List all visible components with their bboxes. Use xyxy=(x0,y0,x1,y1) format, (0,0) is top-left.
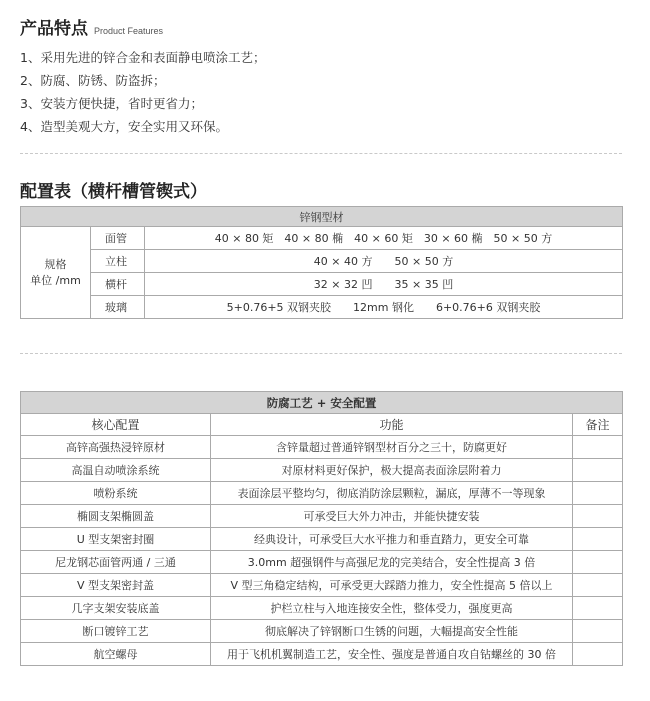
table-row xyxy=(21,574,623,597)
config-table xyxy=(20,206,623,319)
row-function: 表面涂层平整均匀，彻底消防涂层颗粒，漏底，厚薄不一等现象 xyxy=(211,482,573,505)
table-row xyxy=(21,505,623,528)
config-row-label: 横杆 xyxy=(91,273,145,296)
features-title-cn: 产品特点 xyxy=(20,19,88,39)
row-core: 航空螺母 xyxy=(21,643,211,666)
row-core: 尼龙钢芯面管两通 / 三通 xyxy=(21,551,211,574)
table-row xyxy=(21,482,623,505)
section-divider xyxy=(20,153,622,154)
row-core: 几字支架安装底盖 xyxy=(21,597,211,620)
row-function: 可承受巨大外力冲击，并能快捷安装 xyxy=(211,505,573,528)
table-row xyxy=(21,459,623,482)
row-core: 喷粉系统 xyxy=(21,482,211,505)
row-note xyxy=(573,505,623,528)
config-row-label: 面管 xyxy=(91,227,145,250)
row-function: 含锌量超过普通锌钢型材百分之三十，防腐更好 xyxy=(211,436,573,459)
section-divider xyxy=(20,353,622,354)
row-function: 对原材料更好保护，极大提高表面涂层附着力 xyxy=(211,459,573,482)
config-row-label: 玻璃 xyxy=(91,296,145,319)
feature-item: 4、造型美观大方，安全实用又环保。 xyxy=(20,119,228,134)
anticorrosion-header-row xyxy=(21,392,623,414)
row-note xyxy=(573,482,623,505)
row-note xyxy=(573,551,623,574)
config-row xyxy=(21,296,623,319)
config-row-value: 40 × 40 方 50 × 50 方 xyxy=(145,250,623,273)
row-core: 断口镀锌工艺 xyxy=(21,620,211,643)
unit-label xyxy=(21,227,91,319)
table-row xyxy=(21,643,623,666)
table-row xyxy=(21,528,623,551)
column-header-function: 功能 xyxy=(211,414,573,436)
unit-label-line2: 单位 /mm xyxy=(30,273,81,287)
config-row-value: 40 × 80 矩 40 × 80 椭 40 × 60 矩 30 × 60 椭 50 × 50 方 xyxy=(145,227,623,250)
row-function: 用于飞机机翼制造工艺，安全性、强度是普通自攻自钻螺丝的 30 倍 xyxy=(211,643,573,666)
row-function: 护栏立柱与入地连接安全性，整体受力，强度更高 xyxy=(211,597,573,620)
feature-item: 1、采用先进的锌合金和表面静电喷涂工艺； xyxy=(20,50,266,65)
features-title xyxy=(20,14,163,39)
config-header: 锌钢型材 xyxy=(21,207,623,227)
unit-label-line1: 规格 xyxy=(44,257,67,271)
features-title-en: Product Features xyxy=(94,26,164,36)
config-row-value: 32 × 32 凹 35 × 35 凹 xyxy=(145,273,623,296)
feature-item: 3、安装方便快捷，省时更省力； xyxy=(20,96,203,111)
table-row xyxy=(21,551,623,574)
column-header-core: 核心配置 xyxy=(21,414,211,436)
row-core: 椭圆支架椭圆盖 xyxy=(21,505,211,528)
row-core: 高锌高强热浸锌原材 xyxy=(21,436,211,459)
anticorrosion-header: 防腐工艺 + 安全配置 xyxy=(21,392,623,414)
config-row xyxy=(21,227,623,250)
row-function: V 型三角稳定结构，可承受更大踩踏力推力，安全性提高 5 倍以上 xyxy=(211,574,573,597)
table-row xyxy=(21,620,623,643)
row-function: 3.0mm 超强钢件与高强尼龙的完美结合，安全性提高 3 倍 xyxy=(211,551,573,574)
config-row-value: 5+0.76+5 双钢夹胶 12mm 钢化 6+0.76+6 双钢夹胶 xyxy=(145,296,623,319)
row-note xyxy=(573,574,623,597)
row-note xyxy=(573,436,623,459)
row-note xyxy=(573,459,623,482)
feature-item: 2、防腐、防锈、防盗拆； xyxy=(20,73,166,88)
config-title xyxy=(20,177,207,202)
row-note xyxy=(573,620,623,643)
row-core: V 型支架密封盖 xyxy=(21,574,211,597)
row-core: 高温自动喷涂系统 xyxy=(21,459,211,482)
config-title-text: 配置表（横杆槽管锲式） xyxy=(20,182,207,202)
table-row xyxy=(21,597,623,620)
row-note xyxy=(573,643,623,666)
config-header-row xyxy=(21,207,623,227)
config-row xyxy=(21,250,623,273)
row-core: U 型支架密封圈 xyxy=(21,528,211,551)
row-function: 经典设计，可承受巨大水平推力和垂直踏力，更安全可靠 xyxy=(211,528,573,551)
row-note xyxy=(573,597,623,620)
column-header-row xyxy=(21,414,623,436)
row-function: 彻底解决了锌钢断口生锈的问题，大幅提高安全性能 xyxy=(211,620,573,643)
config-row xyxy=(21,273,623,296)
anticorrosion-table xyxy=(20,391,623,666)
column-header-note: 备注 xyxy=(573,414,623,436)
config-row-label: 立柱 xyxy=(91,250,145,273)
table-row xyxy=(21,436,623,459)
features-list xyxy=(20,46,265,138)
row-note xyxy=(573,528,623,551)
